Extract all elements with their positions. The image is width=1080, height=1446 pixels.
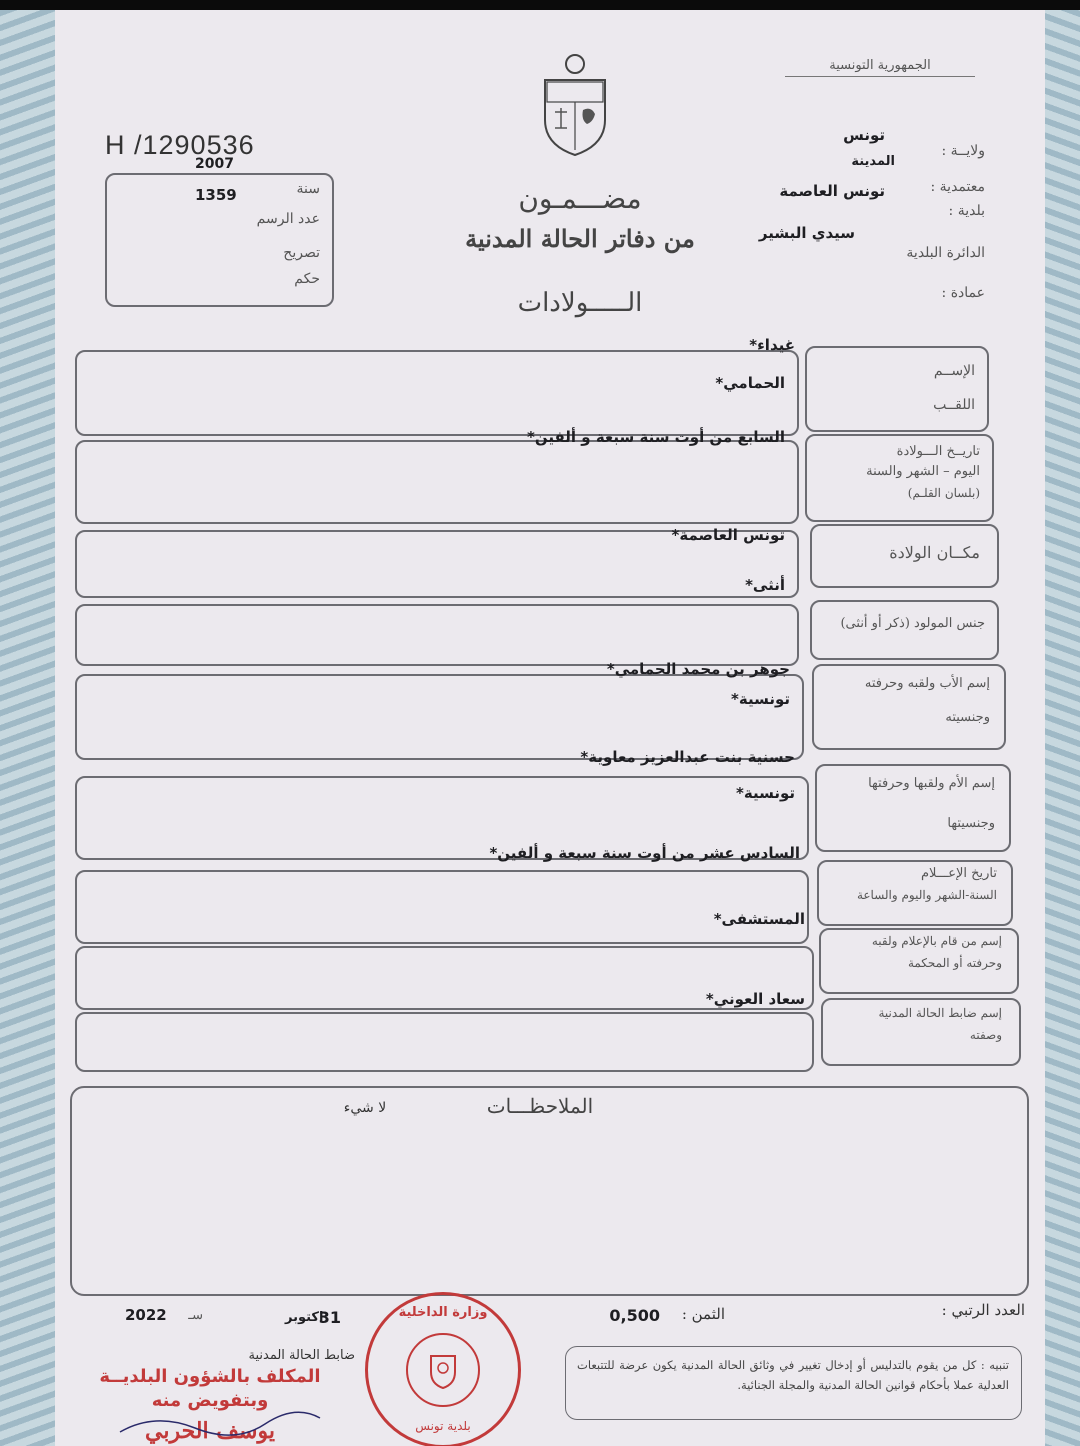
officer-delegate-line2: وبتفويض منه	[151, 1390, 269, 1411]
declaration-date-label: تاريخ الإعـــلام	[920, 866, 997, 881]
declaration-date-sublabel: السنة-الشهر واليوم والساعة	[856, 888, 997, 902]
father-value: جوهر بن محمد الحمامي*	[606, 660, 790, 678]
stamp-bottom-text: بلدية تونس	[415, 1419, 471, 1433]
officer-delegate-line1: المكلف بالشؤون البلديــة	[99, 1366, 321, 1387]
section-births: الـــــولادات	[517, 288, 643, 318]
official-stamp	[365, 1292, 521, 1446]
declarant-value: المستشفى*	[713, 910, 805, 928]
birth-date-label: تاريــخ الـــولادة	[896, 444, 980, 459]
date-month-value: اكتوبر	[285, 1310, 324, 1325]
country-name: الجمهورية التونسية	[785, 58, 975, 77]
birth-date-sublabel: اليوم – الشهر والسنة	[866, 464, 980, 479]
name-label: الإســم	[933, 363, 975, 379]
birth-certificate	[55, 10, 1045, 1446]
delegation-label: معتمدية :	[930, 179, 985, 195]
signature-scribble-icon	[115, 1410, 325, 1440]
record-number-value: 1359	[195, 186, 237, 204]
father-nationality-value: تونسية*	[731, 690, 790, 708]
mother-nationality-label: وجنسيتها	[947, 816, 995, 831]
municipality-label: بلدية :	[948, 203, 985, 219]
declarant-label: إسم من قام بالإعلام ولقبه	[871, 934, 1002, 948]
year-label: سنة	[296, 181, 320, 197]
gender-value: أنثى*	[745, 576, 785, 594]
name-label-box	[805, 346, 989, 432]
date-year-label: سـ	[188, 1308, 203, 1323]
stamp-top-text: وزارة الداخلية	[398, 1305, 488, 1320]
date-day-value: 31	[318, 1308, 341, 1327]
serial-number: H /1290536	[105, 130, 255, 160]
mother-nationality-value: تونسية*	[736, 784, 795, 802]
ordinal-number-label: العدد الرتبي :	[941, 1301, 1025, 1319]
title-registry: من دفاتر الحالة المدنية	[465, 224, 695, 253]
price-value: 0,500	[609, 1306, 660, 1325]
officer-title-prefix	[95, 1348, 355, 1363]
district-label: الدائرة البلدية	[906, 245, 985, 261]
declarant-sublabel: وحرفته أو المحكمة	[907, 956, 1002, 970]
surname-label: اللقــب	[933, 397, 975, 413]
governorate-value: تونس	[843, 126, 885, 144]
district-value: سيدي البشير	[758, 224, 855, 242]
legal-notice: تنبيه : كل من يقوم بالتدليس أو إدخال تغيير في وثائق الحالة المدنية يكون عرضة للتتبعات العدلية عملا بأحكام قوانين الحالة المدنية والمجلة الجنائية.	[577, 1358, 1009, 1392]
omda-label: عمادة :	[941, 285, 985, 301]
officer-sublabel: وصفته	[969, 1028, 1002, 1042]
officer-value-box	[75, 1012, 814, 1072]
father-label: إسم الأب ولقبه وحرفته	[864, 676, 990, 691]
name-value-box	[75, 350, 799, 436]
birth-date-value-box	[75, 440, 799, 524]
birth-date-hint: (بلسان القلـم)	[907, 486, 980, 500]
stamp-emblem-icon	[406, 1333, 480, 1407]
officer-label: إسم ضابط الحالة المدنية	[878, 1006, 1002, 1020]
birth-place-label: مكــان الولادة	[889, 543, 980, 562]
first-name-value: غيداء*	[749, 336, 795, 354]
date-year-value: 2022	[125, 1306, 167, 1324]
birth-date-value: السابع من أوت سنة سبعة و ألفين*	[527, 428, 785, 446]
birth-place-value: تونس العاصمة*	[671, 526, 785, 544]
municipality-value: تونس العاصمة	[779, 182, 885, 200]
mother-label: إسم الأم ولقبها وحرفتها	[868, 776, 995, 791]
coat-of-arms-icon	[535, 50, 615, 160]
judgment-label: حكم	[294, 271, 320, 287]
mother-value: حسنية بنت عبدالعزيز معاوية*	[580, 748, 795, 766]
year-value: 2007	[195, 156, 234, 172]
declaration-date-value-box	[75, 870, 809, 944]
record-number-label: عدد الرسم	[256, 211, 320, 227]
top-bar	[0, 0, 1080, 10]
remarks-value: لا شيء	[343, 1100, 387, 1116]
officer-value: سعاد العوني*	[705, 990, 805, 1008]
surname-value: الحمامي*	[715, 374, 785, 392]
officer-title-text: ضابط الحالة المدنية	[248, 1348, 355, 1363]
officer-signature: يوسف الحربي	[145, 1418, 275, 1444]
price-label: الثمن :	[681, 1305, 725, 1323]
declaration-date-value: السادس عشر من أوت سنة سبعة و ألفين*	[489, 844, 800, 862]
father-nationality-label: وجنسيته	[945, 710, 990, 725]
gender-value-box	[75, 604, 799, 666]
gender-label: جنس المولود (ذكر أو أنثى)	[840, 616, 985, 631]
delegation-value: المدينة	[851, 154, 895, 169]
document-frame	[0, 10, 1080, 1446]
governorate-label: ولايــة :	[941, 143, 985, 159]
title-content: مضـــمـون	[518, 182, 642, 215]
declaration-label: تصريح	[283, 245, 320, 261]
remarks-label: الملاحظـــات	[486, 1094, 594, 1118]
